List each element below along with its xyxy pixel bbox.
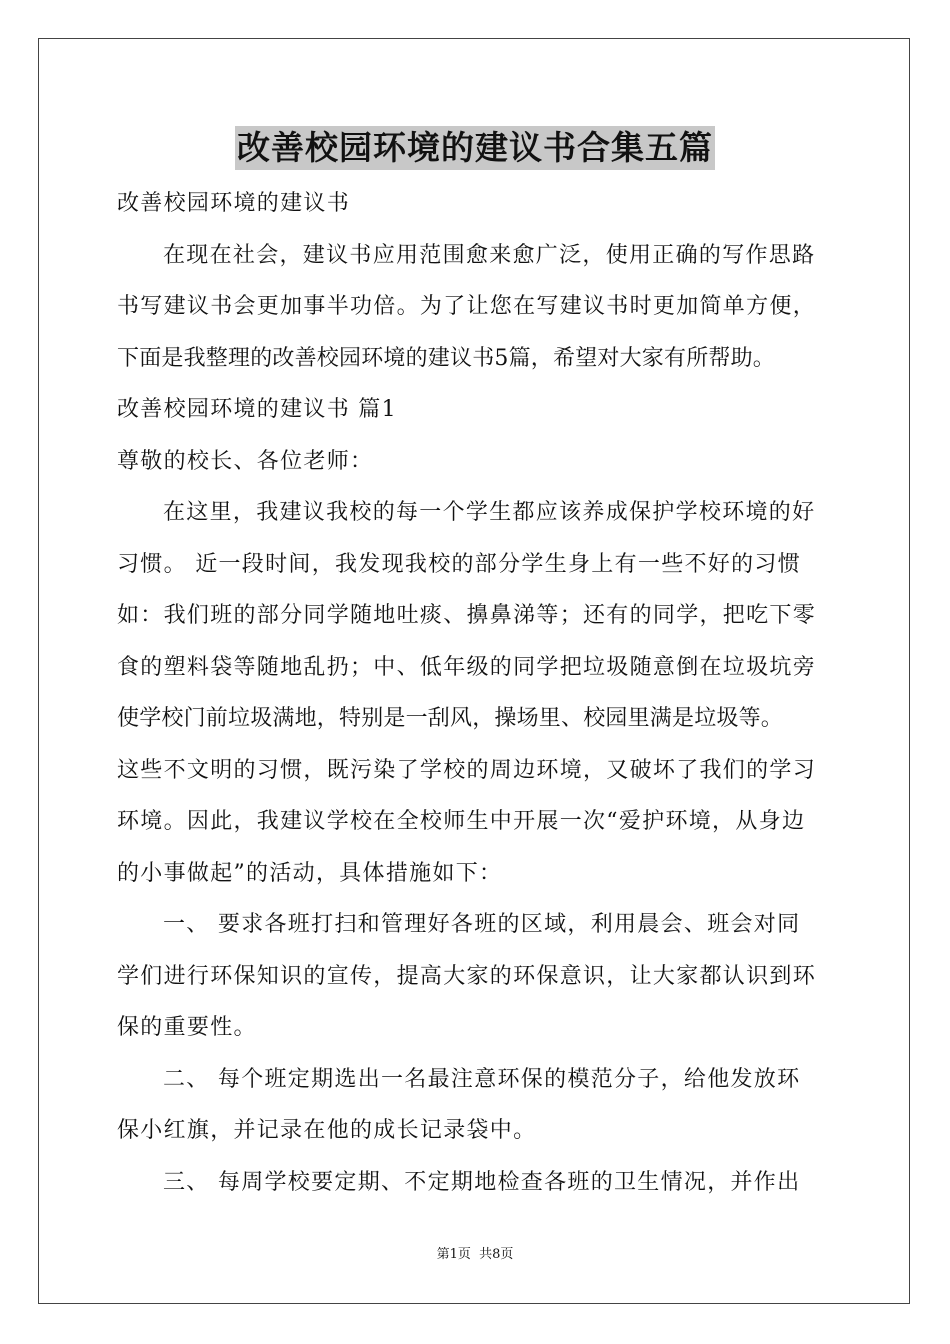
title-container	[0, 126, 950, 170]
text-line: 使学校门前垃圾满地，特别是一刮风，操场里、校园里满是垃圾等。	[117, 706, 784, 731]
text-line: 尊敬的校长、各位老师：	[117, 448, 374, 474]
page-total: 共8页	[479, 1247, 514, 1262]
text-line: 的小事做起”的活动，具体措施如下：	[117, 860, 503, 886]
page-footer	[0, 1246, 950, 1264]
text-line: 书写建议书会更加事半功倍。为了让您在写建议书时更加简单方便，	[117, 294, 817, 319]
document-body	[117, 178, 837, 1208]
text-line: 三、 每周学校要定期、不定期地检查各班的卫生情况，并作出	[163, 1169, 801, 1195]
text-line: 一、 要求各班打扫和管理好各班的区域，利用晨会、班会对同	[163, 912, 801, 937]
text-line: 保小红旗，并记录在他的成长记录袋中。	[117, 1118, 537, 1143]
text-line: 食的塑料袋等随地乱扔；中、低年级的同学把垃圾随意倒在垃圾坑旁	[117, 654, 817, 680]
text-line: 保的重要性。	[117, 1015, 257, 1040]
text-line: 二、 每个班定期选出一名最注意环保的模范分子，给他发放环	[163, 1066, 801, 1092]
page-number: 第1页	[436, 1247, 471, 1262]
text-line: 在现在社会，建议书应用范围愈来愈广泛，使用正确的写作思路	[163, 242, 816, 268]
text-line: 下面是我整理的改善校园环境的建议书5篇，希望对大家有所帮助。	[117, 345, 775, 371]
document-title: 改善校园环境的建议书合集五篇	[235, 126, 715, 170]
text-line: 改善校园环境的建议书 篇1	[117, 397, 397, 422]
text-line: 环境。因此，我建议学校在全校师生中开展一次“爱护环境，从身边	[117, 809, 806, 834]
text-line: 习惯。 近一段时间，我发现我校的部分学生身上有一些不好的习惯	[117, 551, 801, 577]
text-line: 改善校园环境的建议书	[117, 191, 351, 216]
text-line: 如：我们班的部分同学随地吐痰、擤鼻涕等；还有的同学，把吃下零	[117, 603, 817, 628]
text-line: 这些不文明的习惯，既污染了学校的周边环境，又破坏了我们的学习	[117, 757, 817, 783]
text-line: 在这里，我建议我校的每一个学生都应该养成保护学校环境的好	[163, 500, 816, 525]
text-line: 学们进行环保知识的宣传，提高大家的环保意识，让大家都认识到环	[117, 963, 817, 989]
